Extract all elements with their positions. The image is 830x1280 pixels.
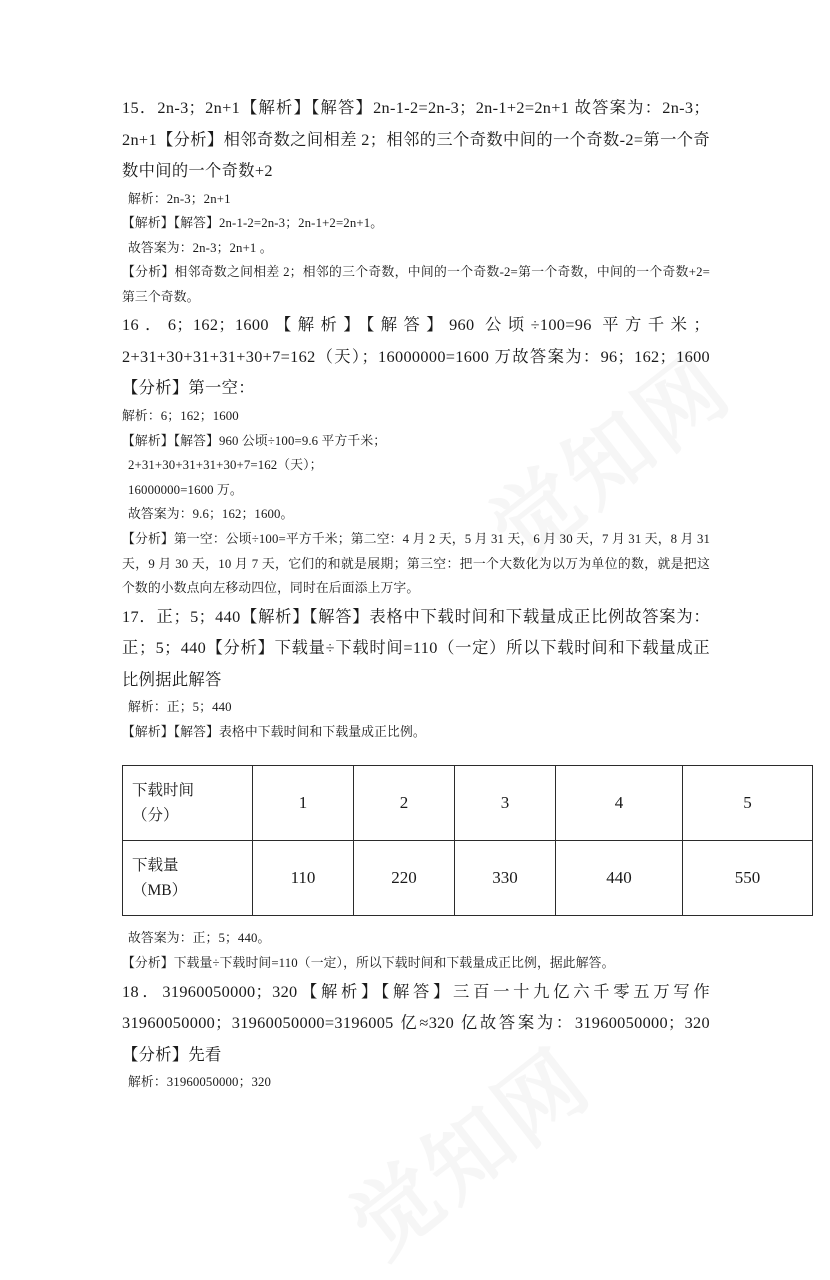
table-rowheader-download-amount (123, 841, 253, 916)
document-body (122, 92, 761, 1095)
table-row (123, 766, 813, 841)
answer-block-16 (122, 309, 710, 600)
table-cell: 1 (253, 766, 354, 841)
table-cell: 3 (455, 766, 556, 841)
explanation-line: 【解析】【解答】2n-1-2=2n-3；2n-1+2=2n+1。 (122, 216, 384, 231)
explanation-line: 【解析】【解答】960 公顷÷100=9.6 平方千米； (122, 433, 387, 448)
explanation-line: 【解析】【解答】表格中下载时间和下载量成正比例。 (122, 724, 426, 739)
table-cell: 110 (253, 841, 354, 916)
table-cell: 220 (354, 841, 455, 916)
table-cell: 5 (683, 766, 813, 841)
explanation-line: 故答案为：9.6；162；1600。 (128, 507, 294, 522)
explanation-line: 解析：6；162；1600 (122, 408, 239, 423)
explanation-line: 故答案为：2n-3；2n+1 。 (128, 240, 273, 255)
explanation-line: 【分析】相邻奇数之间相差 2；相邻的三个奇数，中间的一个奇数-2=第一个奇数，中间的一个奇数+2=第三个奇数。 (122, 265, 710, 304)
table-rowheader-download-time (123, 766, 253, 841)
answer-headline-17: 17．正；5；440【解析】【解答】表格中下载时间和下载量成正比例故答案为：正；5；440【分析】下载量÷下载时间=110（一定）所以下载时间和下载量成正比例据此解答 (122, 606, 710, 689)
answer-headline-16: 16．6；162；1600【解析】【解答】960 公顷÷100=96 平方千米；2+31+30+31+31+30+7=162（天）；16000000=1600 万故答案为：96；162；1600【分析】第一空： (122, 315, 710, 398)
rowheader-line-2: （MB） (132, 882, 188, 900)
table-cell: 550 (683, 841, 813, 916)
table-cell: 330 (455, 841, 556, 916)
table-cell: 2 (354, 766, 455, 841)
rowheader-line-2: （分） (132, 807, 179, 825)
answer-headline-15: 15．2n-3；2n+1【解析】【解答】2n-1-2=2n-3；2n-1+2=2n+1 故答案为：2n-3；2n+1【分析】相邻奇数之间相差 2；相邻的三个奇数中间的一个奇数-2=第一个奇数中间的一个奇数+2 (122, 98, 710, 180)
explanation-line: 【分析】第一空：公顷÷100=平方千米；第二空：4 月 2 天，5 月 31 天，6 月 30 天，7 月 31 天，8 月 31 天，9 月 30 天，10 月 7 天，它们的和就是展期；第三空：把一个大数化为以万为单位的数，就是把这个数的小数点向左移动四位，同时在后面添上万字。 (122, 531, 710, 596)
table-cell: 4 (556, 766, 683, 841)
download-table-wrapper (122, 765, 761, 916)
rowheader-line-1: 下载量 (132, 857, 179, 875)
answer-block-18 (122, 976, 710, 1095)
explanation-line: 解析：正；5；440 (128, 700, 232, 715)
answer-block-15 (122, 92, 710, 309)
table-cell: 440 (556, 841, 683, 916)
explanation-line: 故答案为：正；5；440。 (128, 931, 271, 946)
answer-headline-18: 18．31960050000；320【解析】【解答】三百一十九亿六千零五万写作 31960050000；31960050000=3196005 亿≈320 亿故答案为：31960050000；320【分析】先看 (122, 981, 710, 1064)
explanation-line: 【分析】下载量÷下载时间=110（一定），所以下载时间和下载量成正比例，据此解答。 (122, 956, 615, 970)
table-row (123, 841, 813, 916)
explanation-line: 16000000=1600 万。 (128, 482, 243, 497)
explanation-line: 解析：2n-3；2n+1 (128, 191, 231, 206)
download-table (122, 765, 813, 916)
answer-block-17 (122, 601, 761, 976)
rowheader-line-1: 下载时间 (132, 782, 195, 800)
explanation-line: 2+31+30+31+31+30+7=162（天）； (128, 458, 323, 473)
explanation-line: 解析：31960050000；320 (128, 1075, 272, 1090)
